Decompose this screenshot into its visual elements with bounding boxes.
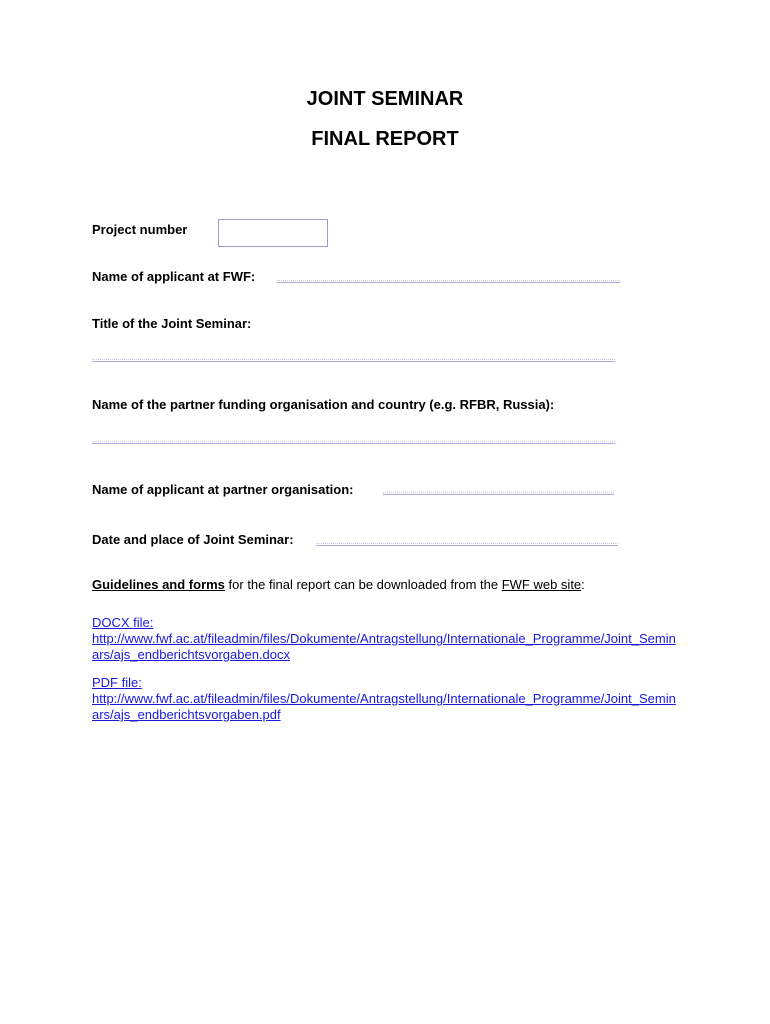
guidelines-sentence — [92, 577, 585, 593]
docx-label: DOCX file: — [92, 615, 154, 630]
project-number-label: Project number — [92, 222, 188, 237]
pdf-url-link[interactable]: http://www.fwf.ac.at/fileadmin/files/Dokumente/Antragstellung/Internationale_Programme/Joint_Seminars/ajs_endberichtsvorgaben.pdf — [92, 691, 676, 722]
project-number-field[interactable] — [218, 219, 328, 247]
seminar-title-field[interactable] — [92, 361, 615, 362]
guidelines-link[interactable]: Guidelines and forms — [92, 577, 225, 592]
guidelines-text-end: : — [581, 577, 585, 592]
seminar-title-label: Title of the Joint Seminar: — [92, 316, 252, 331]
date-place-label: Date and place of Joint Seminar: — [92, 532, 294, 547]
applicant-fwf-label: Name of applicant at FWF: — [92, 269, 256, 284]
guidelines-text-middle: for the final report can be downloaded from the — [224, 577, 502, 592]
docx-url-link[interactable]: http://www.fwf.ac.at/fileadmin/files/Dokumente/Antragstellung/Internationale_Programme/Joint_Seminars/ajs_endberichtsvorgaben.docx — [92, 631, 676, 662]
partner-org-field[interactable] — [92, 443, 615, 444]
applicant-partner-label: Name of applicant at partner organisation: — [92, 482, 354, 497]
fwf-website-link[interactable]: FWF web site — [501, 577, 582, 592]
date-place-field[interactable] — [316, 545, 618, 546]
pdf-label: PDF file: — [92, 675, 142, 690]
applicant-fwf-field[interactable] — [277, 282, 620, 283]
partner-org-label: Name of the partner funding organisation and country (e.g. RFBR, Russia): — [92, 397, 555, 412]
document-title-line1: JOINT SEMINAR — [306, 88, 464, 110]
applicant-partner-field[interactable] — [383, 494, 614, 495]
document-title-line2: FINAL REPORT — [311, 128, 459, 150]
